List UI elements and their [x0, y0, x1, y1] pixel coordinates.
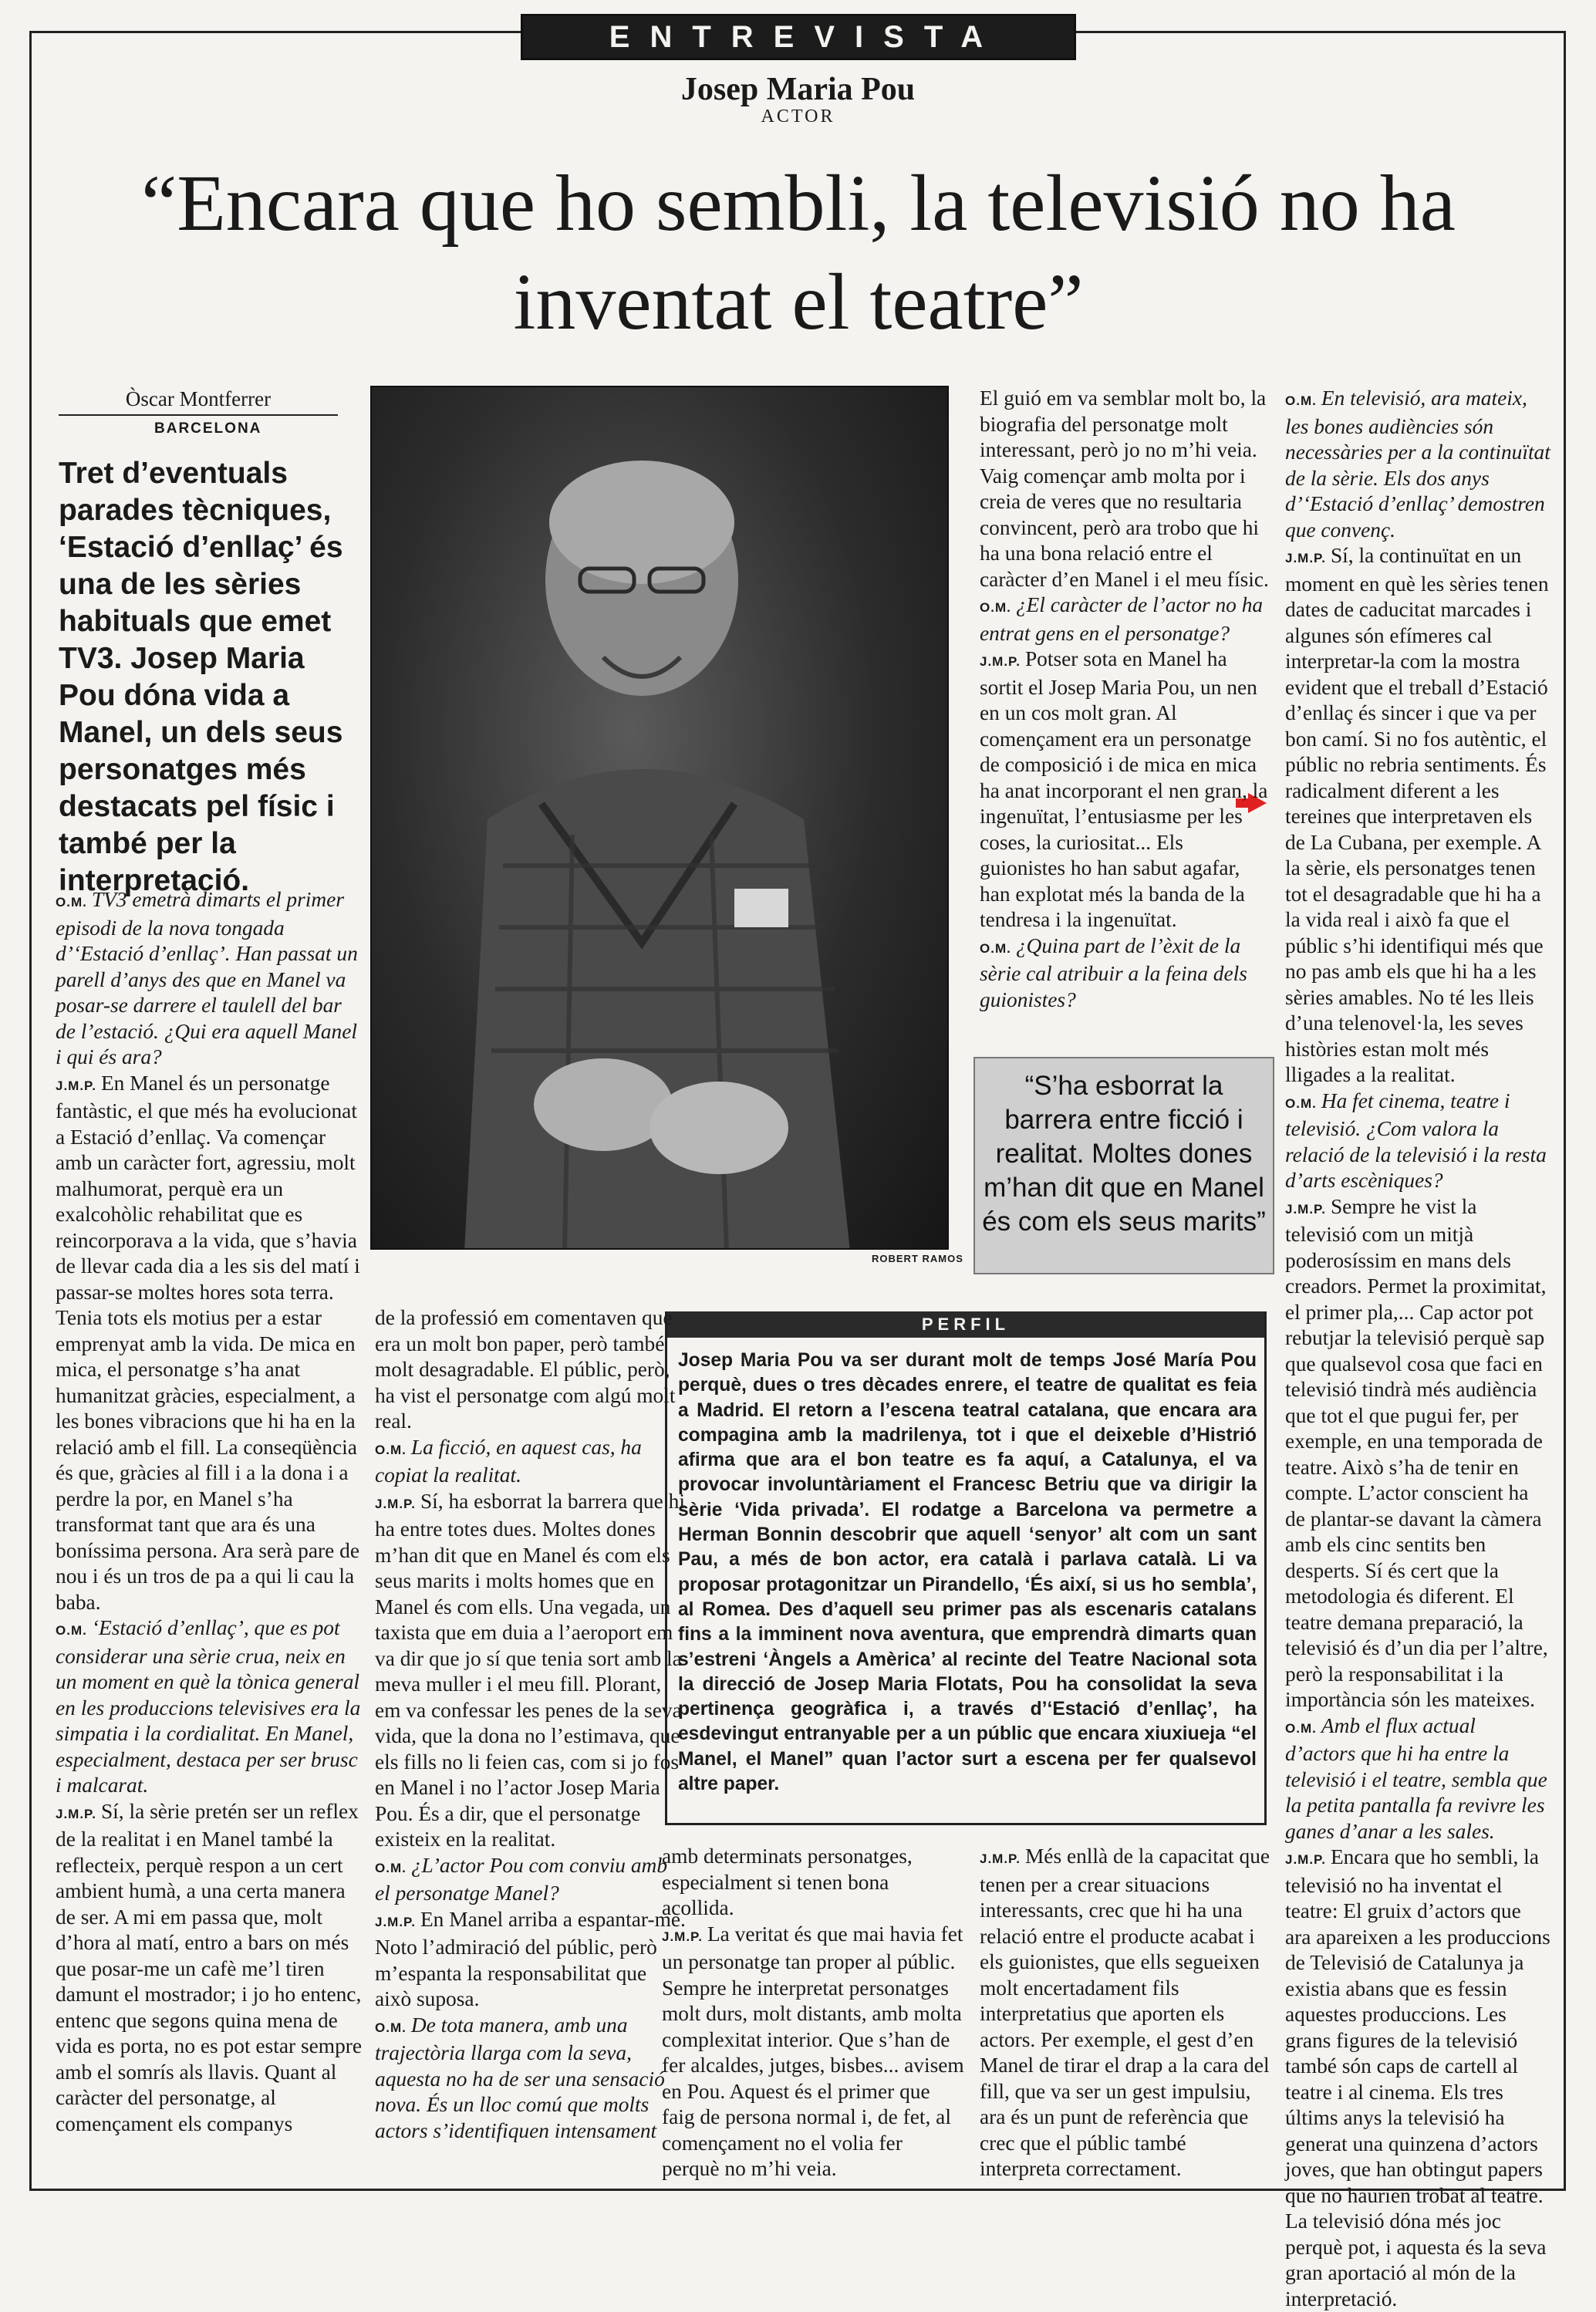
interview-answer: [980, 646, 1269, 933]
continued-text: [980, 386, 1269, 592]
speaker-tag: O.M.: [980, 600, 1011, 615]
profile-label: PERFIL: [667, 1311, 1264, 1338]
speaker-tag: O.M.: [56, 1623, 87, 1638]
pull-quote: “S’ha esborrat la barrera entre ficció i realitat. Moltes dones m’han dit que en Manel és com els seus marits”: [973, 1057, 1274, 1274]
speaker-tag: J.M.P.: [980, 1851, 1021, 1866]
paragraph-text: Encara que ho sembli, la televisió no ha inventat el teatre: El gruix d’actors que ara apareixen a les produccions de Televisió de Catalunya ja existia abans que es fessin aquestes produccions. Les grans figures de la televisió també són caps de cartell al teatre i al cinema. Els tres últims anys la televisió ha generat una quinzena d’actors joves, que han obtingut papers que no haurien trobat al teatre. La televisió dóna més joc perquè pot, i aquesta és la seva gran aportació al món de la interpretació.: [1285, 1845, 1550, 2310]
column-5: [662, 1844, 964, 2182]
lead-paragraph: Tret d’eventuals parades tècniques, ‘Estació d’enllaç’ és una de les sèries habituals que emet TV3. Josep Maria Pou dóna vida a Manel, un dels seus personatges més destacats pel físic i també per la interpretació.: [59, 457, 343, 897]
paragraph-text: Amb el flux actual d’actors que hi ha entre la televisió i el teatre, sembla que la petita pantalla fa revivre les ganes d’anar a les sales.: [1285, 1713, 1547, 1843]
speaker-tag: O.M.: [980, 940, 1011, 956]
speaker-tag: J.M.P.: [662, 1929, 703, 1944]
paragraph-text: La veritat és que mai havia fet un personatge tan proper al públic. Sempre he interpretat personatges molt durs, molt distants, amb molta complexitat interior. Que s’han de fer alcaldes, jutges, bisbes... avisem en Pou. Aquest és el primer que faig de persona normal i, de fet, al començament no el volia fer perquè no m’hi veia.: [662, 1922, 964, 2180]
paragraph-text: Sí, la continuïtat en un moment en què les sèries tenen dates de caducitat marcades i algunes són efímeres cal interpretar-la com la mostra evident que el treball d’Estació d’enllaç és sincer i que va per bon camí. Si no fos autèntic, el públic no rebria sentiments. És radicalment diferent a les tereines que interpretaven els de La Cubana, per exemple. A la sèrie, els personatges tenen tot el desagradable que hi ha a la vida real i això fa que el públic s’hi identifiqui més que no pas amb els que hi ha a les sèries amables. No té les lleis d’una telenovel·la, les seves històries estan molt més lligades a la realitat.: [1285, 544, 1549, 1086]
speaker-tag: O.M.: [375, 1442, 407, 1457]
speaker-tag: O.M.: [1285, 1095, 1317, 1111]
paragraph-text: Sí, ha esborrat la barrera que hi ha entre totes dues. Moltes dones m’han dit que en Manel és com els seus marits i molts homes que en Manel és com ells. Una vegada, un taxista que em duia a l’aeroport em va dir que jo sí que tenia sort amb la meva muller i el meu fill. Plorant, em va confessar les penes de la seva vida, que la dona no l’estimava, que els fills no li feien cas, com si jo fos en Manel i no l’actor Josep Maria Pou. És a dir, que el personatge existeix en la realitat.: [375, 1489, 685, 1851]
interview-question: [1285, 1713, 1551, 1845]
speaker-tag: J.M.P.: [56, 1078, 96, 1093]
speaker-tag: O.M.: [56, 895, 87, 910]
section-banner: ENTREVISTA: [521, 14, 1076, 60]
interviewee-role: ACTOR: [761, 106, 835, 127]
interview-answer: [56, 1799, 364, 2138]
paragraph-text: El guió em va semblar molt bo, la biografia del personatge molt interessant, però jo no m’hi veia. Vaig començar amb molta por i creia de veres que no resultaria convincent, però ara trobo que hi ha una bona relació entre el caràcter d’en Manel i el meu físic.: [980, 386, 1269, 591]
interview-question: [56, 887, 364, 1071]
paragraph-text: Sempre he vist la televisió com un mitjà poderosíssim en mans dels creadors. Permet la proximitat, el primer pla,... Cap actor pot rebutjar la televisió perquè sap que qualsevol cosa que faci en televisió tindrà més audiència que tot el que pugui fer, per exemple, en una temporada de teatre. Això s’ha de tenir en compte. L’actor conscient ha de plantar-se davant la càmera amb els cinc sentits ben desperts. Sí és cert que la metodologia és diferent. El teatre demana preparació, la televisió és d’un dia per l’altre, però la responsabilitat i la importància són les mateixes.: [1285, 1194, 1548, 1711]
headline: “Encara que ho sembli, la televisió no ha inventat el teatre”: [141, 159, 1456, 346]
interview-question: [1285, 386, 1551, 543]
paragraph-text: ¿El caràcter de l’actor no ha entrat gens en el personatge?: [980, 593, 1264, 645]
speaker-tag: J.M.P.: [375, 1496, 416, 1511]
continued-text: [662, 1844, 964, 1922]
interview-answer: [375, 1907, 687, 2013]
paragraph-text: ¿Quina part de l’èxit de la sèrie cal atribuir a la feina dels guionistes?: [980, 933, 1247, 1011]
paragraph-text: amb determinats personatges, especialment si tenen bona acollida.: [662, 1845, 913, 1919]
interview-question: [375, 2013, 687, 2145]
interview-question: [56, 1615, 364, 1799]
speaker-tag: O.M.: [1285, 1720, 1317, 1736]
interview-question: [1285, 1088, 1551, 1194]
paragraph-text: Ha fet cinema, teatre i televisió. ¿Com valora la relació de la televisió i la resta d’arts escèniques?: [1285, 1088, 1547, 1192]
interview-question: [980, 592, 1269, 646]
speaker-tag: J.M.P.: [1285, 1852, 1326, 1867]
interview-answer: [662, 1922, 964, 2182]
interview-answer: [1285, 543, 1551, 1088]
interview-answer: [56, 1071, 364, 1616]
interview-question: [375, 1853, 687, 1907]
paragraph-text: ‘Estació d’enllaç’, que es pot considerar una sèrie crua, neix en un moment en què la tònica general en les produccions televisives era la simpatia i la cordialitat. En Manel, especialment, destaca per ser brusc i malcarat.: [56, 1616, 361, 1797]
speaker-tag: J.M.P.: [375, 1914, 416, 1929]
speaker-tag: O.M.: [375, 1860, 407, 1875]
paragraph-text: De tota manera, amb una trajectòria llarga com la seva, aquesta no ha de ser una sensació nova. És un lloc comú que molts actors s’identifiquen intensament: [375, 2013, 665, 2142]
continued-text: [375, 1305, 687, 1435]
portrait-photo: [370, 386, 949, 1250]
column-4: [1285, 386, 1551, 2312]
profile-box: [665, 1311, 1267, 1825]
paragraph-text: TV3 emetrà dimarts el primer episodi de la nova tongada d’‘Estació d’enllaç’. Han passat un parell d’anys des que en Manel va posar-se darrere el taulell del bar de l’estació. ¿Qui era aquell Manel i qui és ara?: [56, 888, 358, 1068]
interview-answer: [1285, 1845, 1551, 2312]
column-2: [375, 1305, 687, 2144]
paragraph-text: Més enllà de la capacitat que tenen per a crear situacions interessants, crec que hi ha una relació entre el producte acabat i els guionistes, que ells segueixen molt encertadament fils interpretatius que aporten els actors. Per exemple, el gest d’en Manel de tirar el drap a la cara del fill, que va ser un gest impulsiu, ara és un punt de referència que crec que el públic també interpreta correctament.: [980, 1845, 1270, 2180]
interview-answer: [980, 1844, 1271, 2182]
profile-text: Josep Maria Pou va ser durant molt de temps José María Pou perquè, dues o tres dècades enrere, el teatre de qualitat es feia a Madrid. El retorn a l’escena teatral catalana, que encara ara compagina amb la madrilenya, tot i que el deixeble d’Histrió afirma que ara el bon teatre es fa aquí, a Catalunya, el va provocar involuntàriament el Francesc Betriu que va dirigir la sèrie ‘Vida privada’. El rodatge a Barcelona va permetre a Herman Bonnin descobrir que aquell ‘senyor’ alt com un sant Pau, a més de bon actor, era català i parlava català. Li va proposar protagonitzar un Pirandello, ‘És així, si us ho sembla’, al Romea. Des d’aquell seu primer pas als escenaris catalans fins a la imminent nova aventura, que emprendrà dimarts quan s’estreni ‘Àngels a Amèrica’ al recinte del Teatre Nacional sota la direcció de Josep Maria Flotats, Pou ha consolidat la seva pertinença geogràfica i, a través d’‘Estació d’enllaç’, ha esdevingut entranyable per a un públic que encara xiuxiueja “el Manel, el Manel” quan l’actor surt a escena per fer qualsevol altre paper.: [678, 1350, 1257, 1795]
interview-question: [980, 933, 1269, 1014]
interviewee-name: Josep Maria Pou: [680, 72, 916, 107]
speaker-tag: J.M.P.: [1285, 1201, 1326, 1217]
speaker-tag: J.M.P.: [980, 654, 1021, 669]
paragraph-text: Potser sota en Manel ha sortit el Josep Maria Pou, un nen en un cos molt gran. Al començament era un personatge de composició i de mica en mica ha anat incorporant el nen gran, la ingenuïtat, l’entusiasme per les coses, la curiositat... Els guionistes ho han sabut agafar, han explotat més la banda de la tendresa i la ingenuïtat.: [980, 647, 1268, 931]
paragraph-text: de la professió em comentaven que era un molt bon paper, però també molt desagradable. El públic, però, ha vist el personatge com algú molt real.: [375, 1306, 676, 1433]
paragraph-text: La ficció, en aquest cas, ha copiat la realitat.: [375, 1435, 642, 1487]
paragraph-text: Sí, la sèrie pretén ser un reflex de la realitat i en Manel també la reflecteix, perquè respon a un cert ambient humà, a una certa manera de ser. A mi em passa que, molt d’hora al matí, entro a bars on més que posar-me un cafè me’l tiren damunt el mostrador; i jo ho entenc, entenc que segons quina mena de vida es porta, no es pot estar sempre amb el somrís als llavis. Quant al caràcter del personatge, al començament els companys: [56, 1799, 363, 2135]
paragraph-text: En televisió, ara mateix, les bones audiències són necessàries per a la continuïtat de la sèrie. Els dos anys d’‘Estació d’enllaç’ demostren que convenç.: [1285, 386, 1550, 542]
paragraph-text: ¿L’actor Pou com conviu amb el personatge Manel?: [375, 1853, 668, 1905]
column-3: [980, 386, 1269, 1013]
paragraph-text: En Manel és un personatge fantàstic, el que més ha evolucionat a Estació d’enllaç. Va començar amb un caràcter fort, agressiu, molt malhumorat, perquè era un exalcohòlic rehabilitat que es reincorporava a la vida, que s’havia de llevar cada dia a les sis del matí i passar-se moltes hores sota terra. Tenia tots els motius per a estar emprenyat amb la vida. De mica en mica, el personatge s’ha anat humanitzat gràcies, especialment, a les bones vibracions que hi ha en la relació amb el fill. La conseqüència és que, gràcies al fill i a la dona i a perdre la por, en Manel s’ha transformat tant que ara és una boníssima persona. Ara serà pare de nou i és un tros de pa a qui li cau la baba.: [56, 1071, 360, 1614]
column-6: [980, 1844, 1271, 2182]
speaker-tag: J.M.P.: [1285, 551, 1326, 565]
author-name: Òscar Montferrer: [59, 387, 338, 416]
portrait-illustration: [372, 387, 949, 1250]
column-1: [56, 887, 364, 2137]
speaker-tag: J.M.P.: [56, 1806, 96, 1821]
photo-credit: ROBERT RAMOS: [872, 1253, 963, 1264]
interview-answer: [1285, 1194, 1551, 1713]
interview-question: [375, 1435, 687, 1489]
paragraph-text: En Manel arriba a espantar-me. Noto l’admiració del públic, però m’espanta la responsabilitat que això suposa.: [375, 1907, 686, 2010]
interview-answer: [375, 1489, 687, 1853]
author-byline: [59, 387, 338, 437]
speaker-tag: O.M.: [375, 2020, 407, 2035]
speaker-tag: O.M.: [1285, 393, 1317, 408]
author-location: BARCELONA: [154, 420, 262, 437]
